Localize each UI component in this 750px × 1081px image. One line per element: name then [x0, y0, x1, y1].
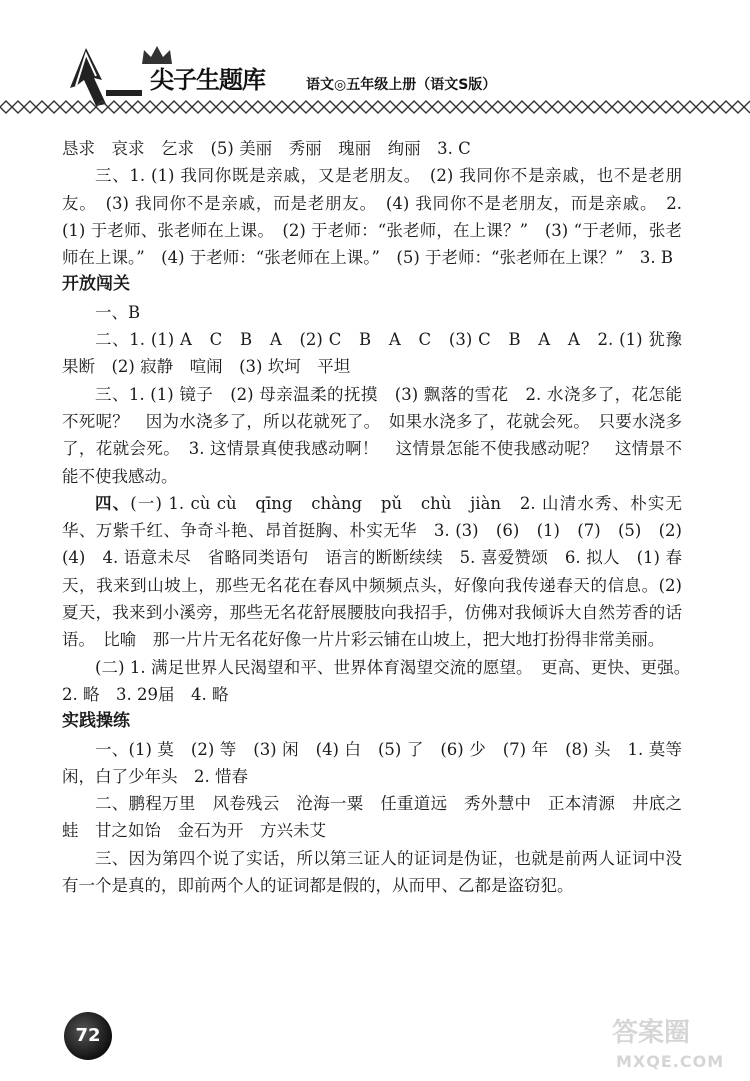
answer-line-continuation: 恳求 哀求 乞求 (5) 美丽 秀丽 瑰丽 绚丽 3. C — [62, 139, 471, 158]
practice-san: 三、因为第四个说了实话，所以第三证人的证词是伪证，也就是前两人证词中没有一个是真的，即前两个人的证词都是假的，从而甲、乙都是盗窃犯。 — [62, 848, 682, 896]
zigzag-divider — [0, 100, 750, 114]
watermark-text-bottom: MXQE.COM — [616, 1052, 725, 1071]
answer-er: 二、1. (1) A C B A (2) C B A C (3) C B A A 2. (1) 犹豫 果断 (2) 寂静 喧闹 (3) 坎坷 平坦 — [62, 330, 699, 377]
answer-content — [62, 135, 699, 899]
practice-yi: 一、(1) 莫 (2) 等 (3) 闲 (4) 白 (5) 了 (6) 少 (7) 年 (8) 头 1. 莫等闲，白了少年头 2. 惜春 — [62, 739, 682, 786]
page-number: 72 — [75, 1025, 101, 1046]
brand-logo-text: 尖子生题库 — [150, 66, 265, 94]
watermark-text-top: 答案圈 — [612, 1018, 691, 1048]
section-title-practice: 实践操练 — [62, 711, 130, 732]
page-number-badge — [64, 1012, 112, 1060]
answer-si — [62, 490, 699, 654]
subject-title: 语文◎五年级上册（语文S版） — [306, 77, 497, 93]
answer-yi: 一、B — [95, 302, 141, 322]
page-header — [0, 0, 750, 118]
section-title-open-challenge: 开放闯关 — [62, 274, 130, 295]
answer-si-part-two: (二) 1. 满足世界人民渴望和平、世界体育渴望交流的愿望。 更高、更快、更强。 2. 略 3. 29届 4. 略 — [62, 657, 699, 704]
answer-si-label: 四、 — [95, 493, 131, 513]
answer-si-body: (一) 1. cù cù qīng chàng pǔ chù jiàn 2. 山清水秀、朴实无华、万紫千红、争奇斗艳、昂首挺胸、朴实无华 3. (3) (6) (1) (7) (5) (2) (4) 4. 语意未尽 省略同类语句 语言的断断续续 5. 喜爱赞颂 6. 拟人 (1) 春天，我来到山坡上，那些无名花在春风中频频点头，好像向我传递春天的信息。(2) 夏天，我来到小溪旁，那些无名花舒展腰肢向我招手，仿佛对我倾诉大自然芳香的话语。 比喻 那一片片无名花好像一片片彩云铺在山坡上，把大地打扮得非常美丽。 — [62, 493, 699, 650]
answer-section-san: 三、1. (1) 我同你既是亲戚，又是老朋友。 (2) 我同你不是亲戚，也不是老朋友。 (3) 我同你不是亲戚，而是老朋友。 (4) 我同你不是老朋友，而是亲戚。 2. (1) 于老师、张老师在上课。 (2) 于老师：“张老师，在上课？” (3) “于老师，张老师在上课。” (4) 于老师：“张老师在上课。” (5) 于老师：“张老师在上课？” 3. B — [62, 166, 682, 268]
answer-san: 三、1. (1) 镜子 (2) 母亲温柔的抚摸 (3) 飘落的雪花 2. 水浇多了，花怎能不死呢？ 因为水浇多了，所以花就死了。 如果水浇多了，花就会死。 只要水浇多了，花就会死。 3. 这情景真使我感动啊！ 这情景怎能不使我感动呢？ 这情景不能不使我感动。 — [62, 384, 682, 486]
watermark — [608, 1012, 738, 1074]
practice-er: 二、鹏程万里 风卷残云 沧海一粟 任重道远 秀外慧中 正本清源 井底之蛙 甘之如饴 金石为开 方兴未艾 — [62, 794, 682, 841]
